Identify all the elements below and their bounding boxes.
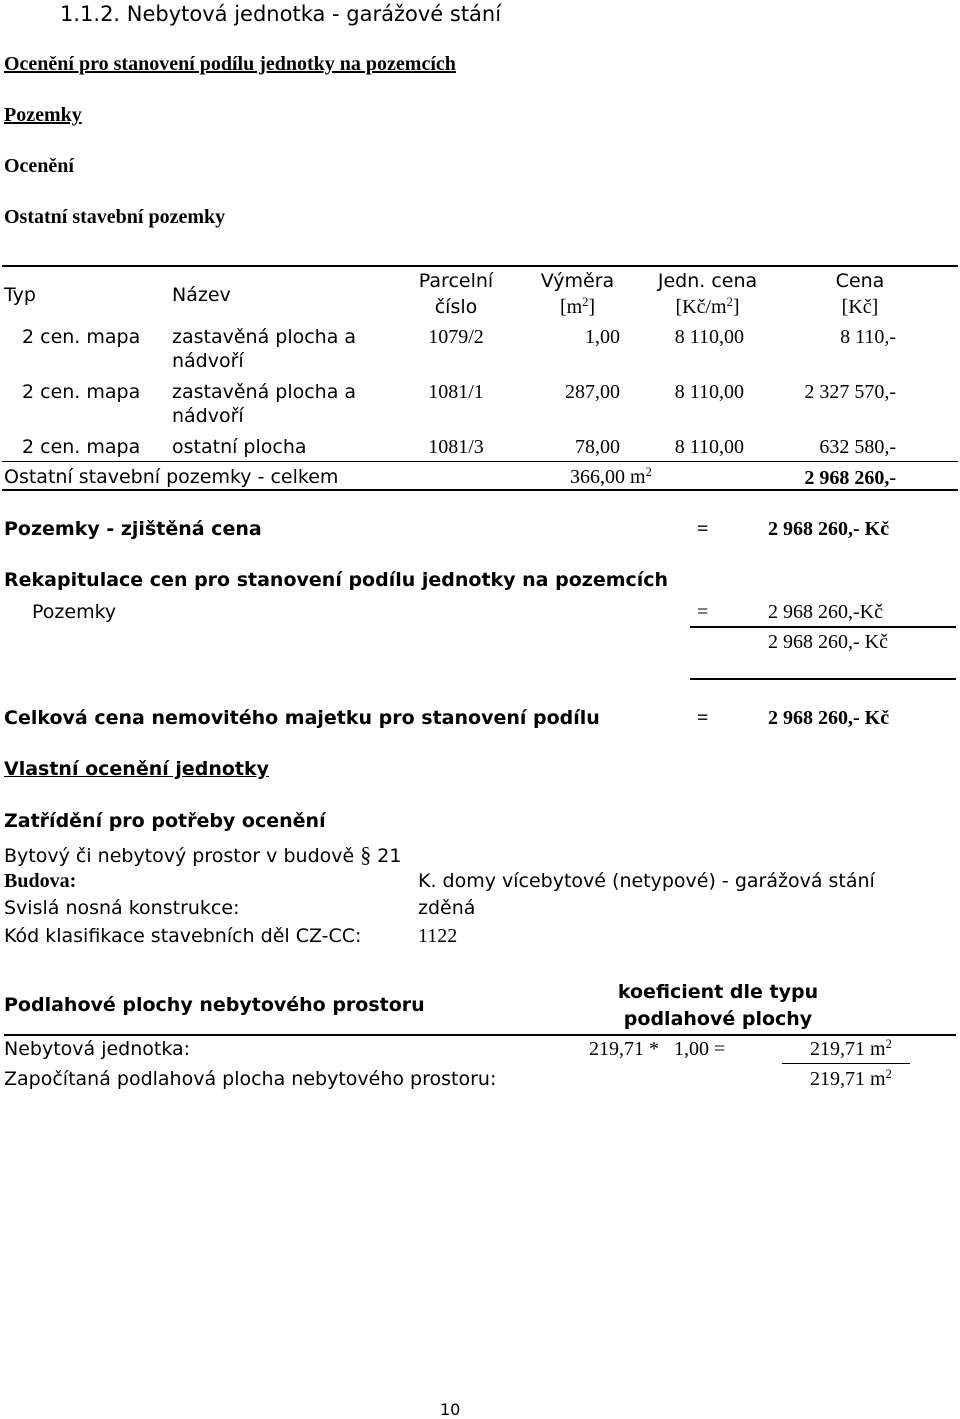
cell-parcela: 1081/3 (428, 436, 484, 458)
koeficient-header-cont: podlahové plochy (623, 1008, 813, 1030)
cell-vymera: 287,00 (565, 381, 620, 403)
cell-parcela: 1081/1 (428, 381, 484, 403)
cell-nazev-cont: nádvoří (172, 405, 244, 427)
rekapitulace-item-label: Pozemky (32, 601, 117, 623)
cell-cena: 2 327 570,- (804, 381, 896, 403)
celkova-cena-value: 2 968 260,- Kč (768, 707, 890, 729)
podlahove-title: Podlahové plochy nebytového prostoru (4, 994, 425, 1016)
cell-vymera: 78,00 (575, 436, 620, 458)
col-header-cena: Cena (835, 270, 885, 292)
section-title: 1.1.2. Nebytová jednotka - garážové stání (60, 2, 502, 26)
heading-oceneni: Ocenění (4, 155, 74, 177)
heading-oceneni-podilu: Ocenění pro stanovení podílu jednotky na pozemcích (4, 53, 456, 75)
col-header-jedn-cena-unit: $[Kč/m^2]$ (675, 295, 740, 318)
zjistena-cena-eq: = (697, 518, 709, 540)
cell-nazev-cont: nádvoří (172, 350, 244, 372)
rekapitulace-title: Rekapitulace cen pro stanovení podílu jednotky na pozemcích (4, 569, 669, 591)
celkova-cena-label: Celková cena nemovitého majetku pro stanovení podílu (4, 707, 600, 729)
zjistena-cena-label: Pozemky - zjištěná cena (4, 518, 262, 540)
zatrideni-line1: Bytový či nebytový prostor v budově § 21 (4, 842, 402, 867)
konstrukce-value: zděná (418, 897, 476, 919)
col-header-jedn-cena: Jedn. cena (657, 270, 758, 292)
row2-label: Započítaná podlahová plocha nebytového prostoru: (4, 1068, 497, 1090)
col-header-vymera-unit: $[m^2]$ (559, 295, 596, 318)
row1-calc: 219,71 * 1,00 = (589, 1038, 726, 1060)
heading-pozemky: Pozemky (4, 104, 82, 126)
cell-nazev: zastavěná plocha a (172, 326, 357, 348)
col-header-parcelni-cislo: číslo (434, 296, 478, 318)
cell-cena: 8 110,- (840, 326, 896, 348)
kod-label: Kód klasifikace stavebních děl CZ-CC: (4, 925, 362, 947)
celkova-cena-eq: = (697, 707, 709, 729)
total-cena: 2 968 260,- (804, 467, 896, 489)
row1-result: 219,71 $m^2$ (810, 1037, 892, 1060)
heading-ostatni-pozemky: Ostatní stavební pozemky (4, 206, 226, 228)
cell-nazev: ostatní plocha (172, 436, 307, 458)
cell-typ: 2 cen. mapa (22, 326, 141, 348)
col-header-nazev: Název (172, 284, 231, 306)
budova-value: K. domy vícebytové (netypové) - garážová stání (418, 870, 875, 892)
zatrideni-title: Zatřídění pro potřeby ocenění (4, 810, 326, 832)
zjistena-cena-value: 2 968 260,- Kč (768, 518, 890, 540)
row2-result: 219,71 $m^2$ (810, 1067, 892, 1090)
col-header-cena-unit: [Kč] (841, 296, 879, 318)
rekapitulace-sum-value: 2 968 260,- Kč (768, 631, 888, 653)
col-header-vymera: Výměra (540, 270, 615, 292)
col-header-typ: Typ (4, 284, 36, 306)
rekapitulace-item-value: 2 968 260,-Kč (768, 601, 883, 623)
cell-typ: 2 cen. mapa (22, 381, 141, 403)
total-label: Ostatní stavební pozemky - celkem (4, 466, 339, 488)
cell-jedn-cena: 8 110,00 (674, 381, 744, 403)
cell-jedn-cena: 8 110,00 (674, 436, 744, 458)
row1-label: Nebytová jednotka: (4, 1038, 191, 1060)
cell-parcela: 1079/2 (428, 326, 484, 348)
koeficient-header: koeficient dle typu (617, 981, 819, 1003)
paragraph-symbol: § (360, 842, 372, 867)
cell-cena: 632 580,- (819, 436, 896, 458)
col-header-parcelni: Parcelní (418, 270, 494, 292)
kod-value: 1122 (418, 925, 458, 947)
cell-jedn-cena: 8 110,00 (674, 326, 744, 348)
cell-vymera: 1,00 (585, 326, 620, 348)
vlastni-oceneni-heading: Vlastní ocenění jednotky (4, 758, 270, 780)
cell-nazev: zastavěná plocha a (172, 381, 357, 403)
cell-typ: 2 cen. mapa (22, 436, 141, 458)
rekapitulace-item-eq: = (697, 601, 709, 623)
page-number: 10 (440, 1400, 461, 1419)
total-vymera: 366,00 $m^2$ (570, 465, 652, 488)
budova-label: Budova: (4, 870, 77, 892)
konstrukce-label: Svislá nosná konstrukce: (4, 897, 240, 919)
